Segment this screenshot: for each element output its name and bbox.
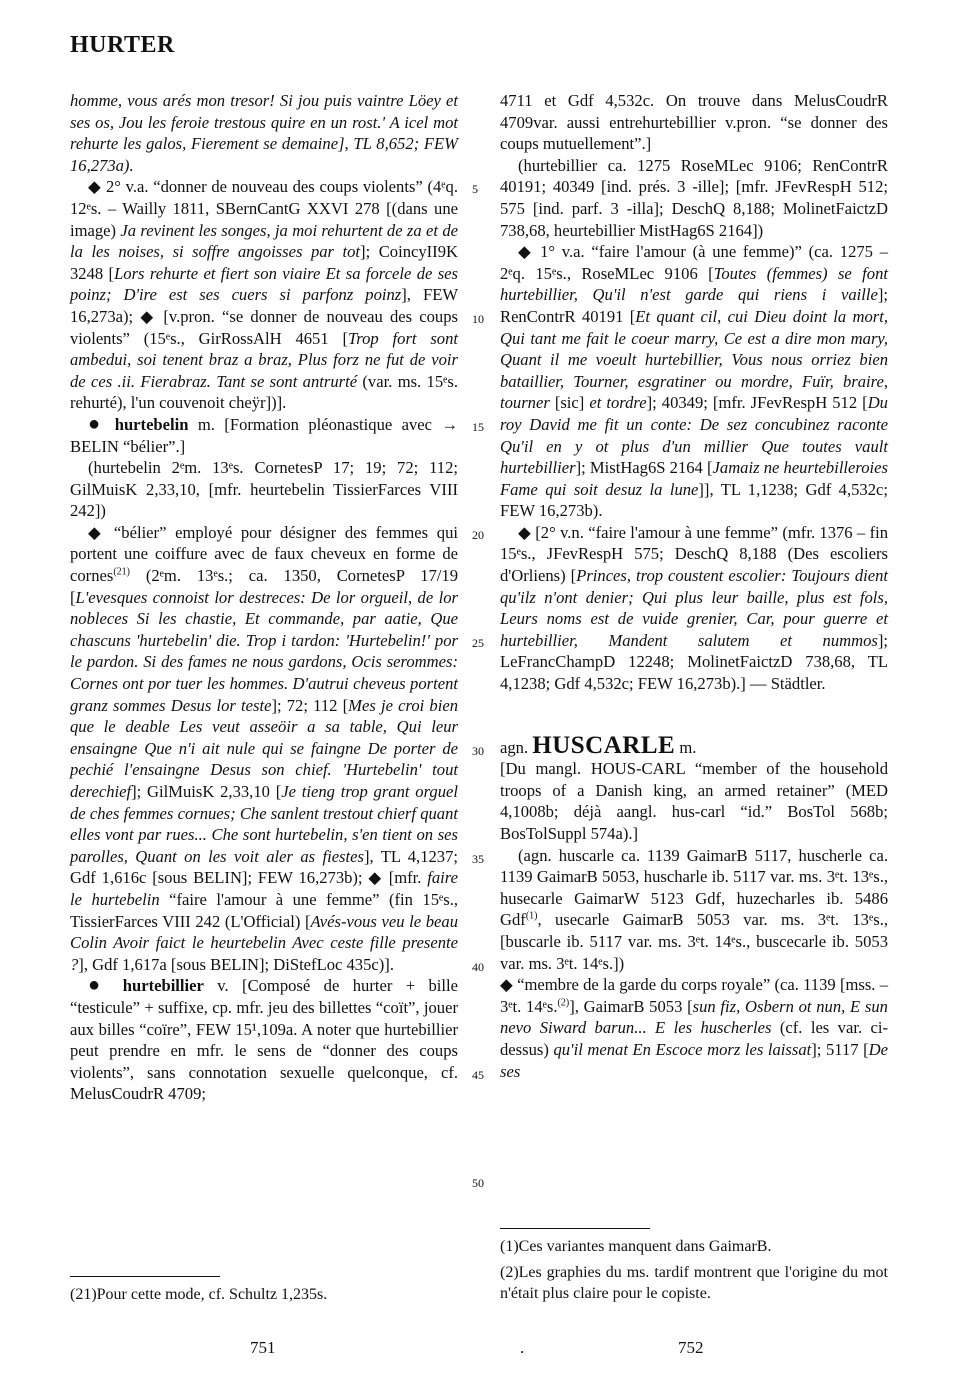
left-column bbox=[70, 90, 458, 1105]
bullet-icon: ● bbox=[88, 412, 106, 435]
hurtebillier-forms: (hurtebillier ca. 1275 RoseMLec 9106; RenContrR 40191; 40349 [ind. prés. 3 -ille]; [mfr. JFevRespH 512; 575 [ind. parf. 3 -illa]; DeschQ 8,188; MolinetFaictzD 738,68, heurtebillier MistHag6S 2164]) bbox=[500, 155, 888, 240]
footnote-ref-2: (2) bbox=[557, 997, 570, 1009]
entry-hurtebelin-head: ● hurtebelin m. [Formation pléonastique avec → BELIN “bélier”.] bbox=[70, 412, 458, 456]
lemma-hurtebelin: hurtebelin bbox=[114, 414, 189, 434]
entry-hurtebillier-head: ● hurtebillier v. [Composé de hurter + bille “testicule” + suffixe, cp. mfr. jeu des billettes “coït”, jouer aux billes “coïre”, FEW 15¹,109a. A noter que hurtebillier peut prendre en mfr. le sens de “donner des coups violents”, sans connotation sexuelle quelconque, cf. MelusCoudrR 4709; bbox=[70, 974, 458, 1104]
right-column bbox=[500, 90, 888, 1082]
huscarle-etymology: [Du mangl. HOUS-CARL “member of the household troops of a Danish king, an armed retainer” (MED 4,1008b; déjà aangl. hus-carl “id.” BosTol 568b; BosTolSuppl 574a).] bbox=[500, 759, 888, 843]
footnote-1: (1)Ces variantes manquent dans GaimarB. bbox=[500, 1238, 772, 1255]
footnote-2: (2)Les graphies du ms. tardif montrent que l'origine du mot n'était plus claire pour le copiste. bbox=[500, 1264, 888, 1302]
lemma-hurtebillier: hurtebillier bbox=[122, 976, 204, 996]
entry-hurtebelin-forms: (hurtebelin 2ᵉm. 13ᵉs. CornetesP 17; 19; 72; 112; GilMuisK 2,33,10, [mfr. heurtebelin TissierFarces VIII 242]) bbox=[70, 458, 458, 521]
line-number: 25 bbox=[472, 636, 484, 650]
huscarle-forms: (agn. huscarle ca. 1139 GaimarB 5117, huscherle ca. 1139 GaimarB 5053, huscharle ib. 5117 var. ms. 3ᵉt. 13ᵉs., husecarle GaimarW 5123 Gdf, huzecharles ib. 5486 Gdf$^{(1)}$, usecarle GaimarB 5053 var. ms. 3ᵉt. 13ᵉs., [buscarle ib. 5117 var. ms. 3ᵉt. 14ᵉs., buscecarle ib. 5053 var. ms. 3ᵉt. 14ᵉs.]) bbox=[500, 845, 888, 973]
line-number: 50 bbox=[472, 1176, 484, 1190]
page-number-right: 752 bbox=[678, 1338, 704, 1357]
entry-hurtebelin-sense: ◆ “bélier” employé pour désigner des femmes qui portent une coiffure avec de faux cheveux en forme de cornes$^{(21)}$ (2ᵉm. 13ᵉs.; ca. 1350, CornetesP 17/19 [L'evesques connoist lor destreces: De lor orgueil, de lor nobleces Si les chastie, Et commande, par aatie, Que chascuns 'hurtebelin' die. Trop i tardon: 'Hurtebelin!' por le pardon. Si des fames ne nous gardons, Ocis serommes: Cornes ont por tuer les hommes. D'autrui cheveus portent granz sommes Desus lor teste]; 72; 112 [Mes je croi bien que le deable Les veut asseöir a sa table, Qui leur ensaingne Que n'i ait nule qui se faingne De porter de pechié l'ensaingne Desus son chief. 'Hurtebelin' tout derechief]; GilMuisK 2,33,10 [Je tieng trop grant orguel de ches femmes cornues; Che sanlent trestout chierf quant elles vont par rues... Che sont hurtebelin, s'en tient on ses parolles, Quant on les voit aler as fiestes], TL 4,1237; Gdf 1,616c [sous BELIN]; FEW 16,273b); ◆ [mfr. faire le hurtebelin “faire l'amour à une femme” (fin 15ᵉs., TissierFarces VIII 242 (L'Official) [Avés-vous veu le beau Colin Avoir faict le heurtebelin Avec ceste fille presente ?], Gdf 1,617a [sous BELIN]; DiStefLoc 435c)]. bbox=[70, 522, 459, 974]
line-number: 20 bbox=[472, 528, 484, 542]
line-number: 5 bbox=[472, 182, 478, 196]
footnote-rule bbox=[70, 1276, 220, 1277]
line-number: 45 bbox=[472, 1068, 484, 1082]
footnote-21: (21)Pour cette mode, cf. Schultz 1,235s. bbox=[70, 1286, 328, 1303]
running-head: HURTER bbox=[70, 32, 175, 58]
left-paragraph-1: homme, vous arés mon tresor! Si jou puis vaintre Löey et ses os, Jou les feroie trestous quire en un rost.' A icel mot rehurte les galos, Fierement se demaine], TL 8,652; FEW 16,273a). bbox=[70, 91, 458, 175]
bullet-icon: ● bbox=[88, 974, 110, 997]
line-number: 30 bbox=[472, 744, 484, 758]
line-number: 35 bbox=[472, 852, 484, 866]
right-paragraph-1: 4711 et Gdf 4,532c. On trouve dans MelusCoudrR 4709var. aussi entrehurtebillier v.pron. “se donner des coups mutuellement”.] bbox=[500, 91, 888, 154]
footnote-rule bbox=[500, 1228, 650, 1229]
page-number-left: 751 bbox=[250, 1338, 276, 1357]
hurtebillier-sense-1: ◆ 1° v.a. “faire l'amour (à une femme)” (ca. 1275 – 2ᵉq. 15ᵉs., RoseMLec 9106 [Toutes (femmes) se font hurtebillier, Qu'il n'est garde qui riens i vaille]; RenContrR 40191 [Et quant cil, cui Dieu doint la mort, Qui tant me fait le coeur marry, Ce est a dire mon mary, Quant il me voeult hurtebillier, Vous nous orriez bien bataillier, Tourner, esgratiner ou mordre, Fuïr, braire, tourner [sic] et tordre]; 40349; [mfr. JFevRespH 512 [Du roy David me fit un conte: De sez concubinez raconte Qu'il en y ot plus d'un millier Que toutes vault hurtebillier]; MistHag6S 2164 [Jamaiz ne heurtebilleroies Fame qui soit desuz la lune]], TL 1,1238; Gdf 4,532c; FEW 16,273b). bbox=[500, 242, 888, 521]
hurtebillier-sense-2: ◆ [2° v.n. “faire l'amour à une femme” (mfr. 1376 – fin 15ᵉs., JFevRespH 575; DeschQ 8,188 (Des escoliers d'Orliens) [Princes, trop coustent escolier: Toujours dient qu'ilz n'ont denier; Qui plus leur baille, plus est fols, Leurs noms est de vuide grenier, Car, pour guerre et hurtebillier, Mandent salutem et nummos]; LeFrancChampD 12248; MolinetFaictzD 738,68, TL 4,1238; Gdf 4,532c; FEW 16,273b).] — Städtler. bbox=[500, 522, 888, 694]
page-dot: . bbox=[520, 1338, 525, 1357]
left-paragraph-2: ◆ 2° v.a. “donner de nouveau des coups violents” (4ᵉq. 12ᵉs. – Wailly 1811, SBernCantG XXVI 278 [(dans une image) Ja revinent les songes, ja moi rehurtent de za et de la les noises, si soffre angoisses par tot]; CoincyII9K 3248 [Lors rehurte et fiert son viaire Et sa forcele de ses poinz; D'ire est ses cuers si parfonz poinz], FEW 16,273a); ◆ [v.pron. “se donner de nouveau des coups violents” (15ᵉs., GirRossAlH 4651 [Trop fort sont ambedui, soi tenent braz a braz, Plus forz ne fut de voir de ces .ii. Fierabraz. Tant se sont antrurté (var. ms. 15ᵉs. rehurté), l'un couvenoit cheÿr])]. bbox=[70, 177, 458, 413]
line-number: 40 bbox=[472, 960, 484, 974]
entry-huscarle-head: agn. HUSCARLE m. bbox=[500, 731, 697, 759]
lemma-huscarle: HUSCARLE bbox=[532, 731, 676, 759]
footnote-ref-1: (1) bbox=[525, 910, 538, 922]
line-number: 10 bbox=[472, 312, 484, 326]
huscarle-sense: ◆ “membre de la garde du corps royale” (ca. 1139 [mss. – 3ᵉt. 14ᵉs.$^{(2)}$], GaimarB 5053 [sun fiz, Osbern ot nun, E sun nevo Siward barun... E les huscherles (cf. les var. ci-dessus) qu'il menat En Escoce morz les laissat]; 5117 [De ses bbox=[500, 975, 889, 1081]
line-number: 15 bbox=[472, 420, 484, 434]
footnote-ref-21: (21) bbox=[113, 566, 130, 578]
